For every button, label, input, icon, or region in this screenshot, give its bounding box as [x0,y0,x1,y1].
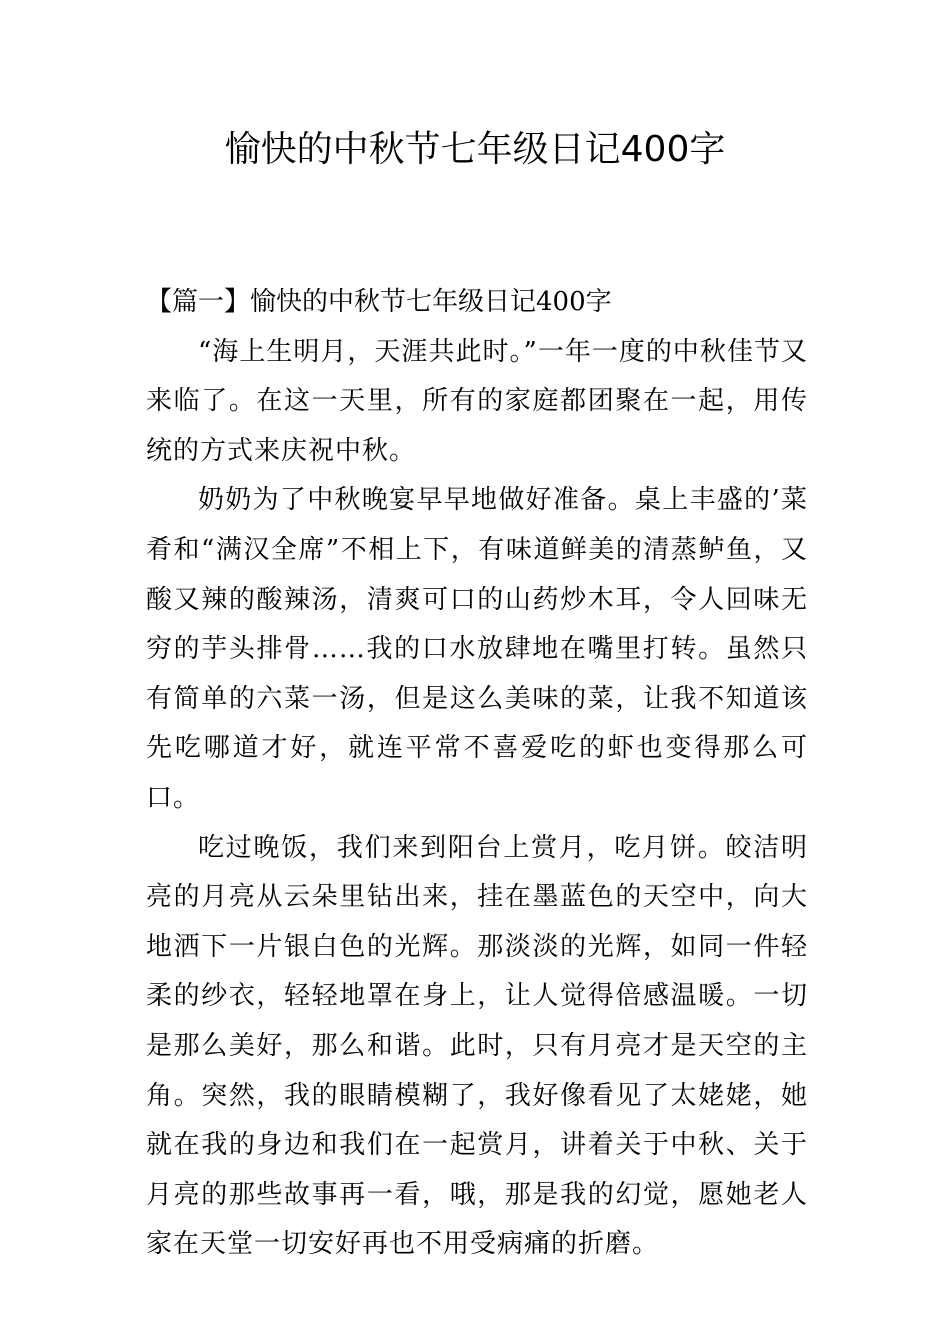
paragraph-3: 吃过晚饭，我们来到阳台上赏月，吃月饼。皎洁明亮的月亮从云朵里钻出来，挂在墨蓝色的天空中，向大地洒下一片银白色的光辉。那淡淡的光辉，如同一件轻柔的纱衣，轻轻地罩在身上，让人觉得倍感温暖。一切是那么美好，那么和谐。此时，只有月亮才是天空的主角。突然，我的眼睛模糊了，我好像看见了太姥姥，她就在我的身边和我们在一起赏月，讲着关于中秋、关于月亮的那些故事再一看，哦，那是我的幻觉，愿她老人家在天堂一切安好再也不用受病痛的折磨。 [146,832,808,1260]
paragraph-1: “海上生明月，天涯共此时。”一年一度的中秋佳节又来临了。在这一天里，所有的家庭都团聚在一起，用传统的方式来庆祝中秋。 [146,336,808,466]
section-heading: 【篇一】愉快的中秋节七年级日记400字 [146,287,612,317]
paragraph-2: 奶奶为了中秋晚宴早早地做好准备。桌上丰盛的’菜肴和“满汉全席”不相上下，有味道鲜美的清蒸鲈鱼，又酸又辣的酸辣汤，清爽可口的山药炒木耳，令人回味无穷的芋头排骨……我的口水放肆地在嘴里打转。虽然只有简单的六菜一汤，但是这么美味的菜，让我不知道该先吃哪道才好，就连平常不喜爱吃的虾也变得那么可口。 [146,485,808,813]
document-body [146,278,808,1270]
document-title: 愉快的中秋节七年级日记400字 [224,129,726,170]
